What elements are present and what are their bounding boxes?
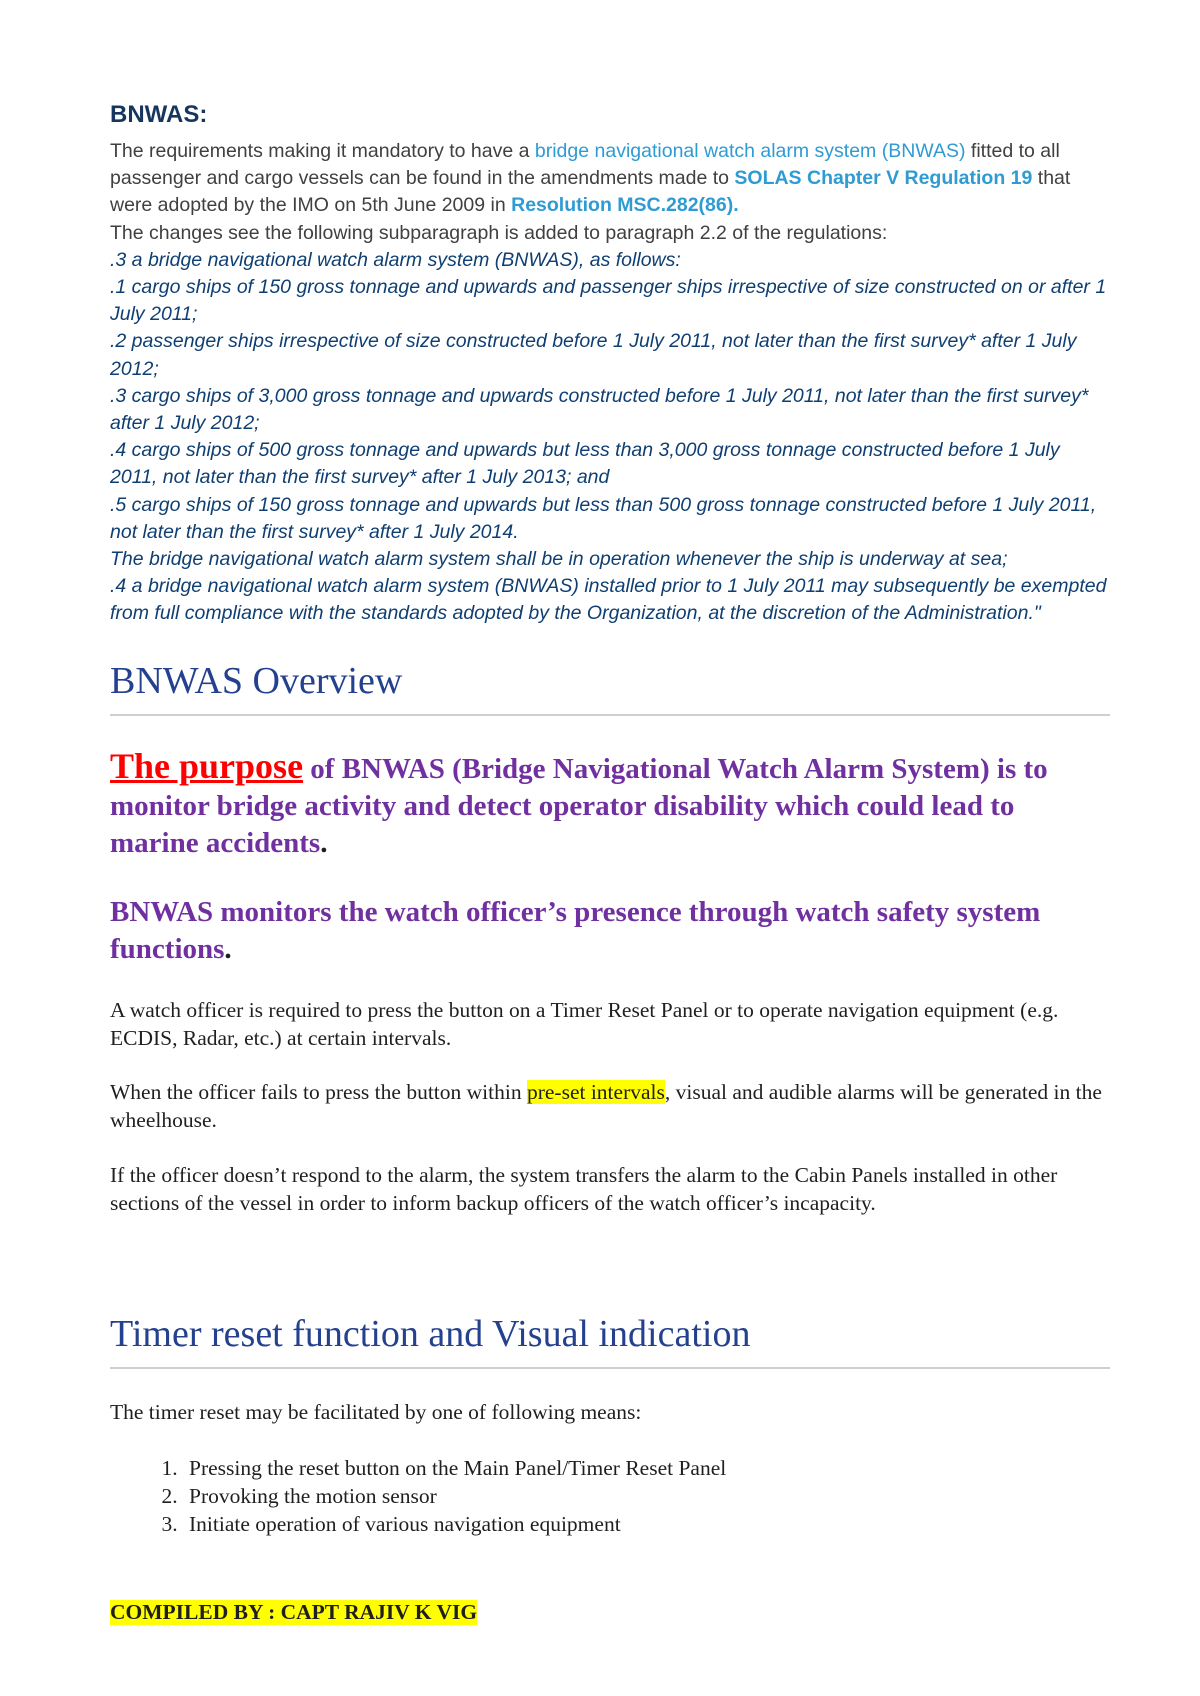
- monitors-period: .: [224, 933, 232, 965]
- regulation-item: .3 a bridge navigational watch alarm system (BNWAS), as follows:: [110, 248, 681, 271]
- alarm-text-b: , visual and audible alarms will be generated in the wheelhouse.: [110, 1080, 1102, 1132]
- preset-intervals-highlight: pre-set intervals: [526, 1080, 665, 1104]
- alarm-paragraph: [110, 1078, 1110, 1134]
- purpose-statement: [110, 748, 1110, 862]
- regulation-item: The bridge navigational watch alarm system shall be in operation whenever the ship is underway at sea;: [110, 548, 1008, 571]
- monitors-statement: [110, 894, 1110, 968]
- compiled-by-footer: COMPILED BY : CAPT RAJIV K VIG: [110, 1600, 478, 1624]
- intro-text-b: fitted to all passenger and cargo vessels can be found in the amendments made to: [110, 140, 1060, 190]
- list-item: 3. Initiate operation of various navigation equipment: [183, 1510, 726, 1538]
- intro-text-a: The requirements making it mandatory to have a: [110, 140, 535, 162]
- overview-heading: BNWAS Overview: [110, 660, 403, 702]
- monitors-text: BNWAS monitors the watch officer’s presence through watch safety system functions: [110, 896, 1041, 965]
- intro-text-c: that were adopted by the IMO on 5th June 2009 in: [110, 167, 1071, 217]
- regulation-item: .5 cargo ships of 150 gross tonnage and upwards but less than 500 gross tonnage constructed before 1 July 2011, not later than the first survey* after 1 July 2014.: [110, 493, 1097, 543]
- intro-section: [110, 138, 1110, 628]
- purpose-highlight: The purpose: [110, 746, 304, 786]
- reset-means-list: [148, 1454, 726, 1538]
- list-item: 1. Pressing the reset button on the Main Panel/Timer Reset Panel: [183, 1454, 726, 1482]
- cabin-panel-paragraph: If the officer doesn’t respond to the alarm, the system transfers the alarm to the Cabin Panels installed in other sections of the vessel in order to inform backup officers of the watch officer’s incapacity.: [110, 1163, 1058, 1215]
- timer-intro: The timer reset may be facilitated by one of following means:: [110, 1400, 642, 1424]
- list-item: 2. Provoking the motion sensor: [183, 1482, 726, 1510]
- resolution-reference[interactable]: Resolution MSC.282(86).: [511, 194, 739, 217]
- intro-paragraph-1: [110, 138, 1110, 220]
- bnwas-title: BNWAS:: [110, 101, 208, 128]
- purpose-period: .: [320, 827, 328, 859]
- regulation-item: .2 passenger ships irrespective of size constructed before 1 July 2011, not later than the first survey* after 1 July 2012;: [110, 330, 1077, 380]
- solas-reference[interactable]: SOLAS Chapter V Regulation 19: [734, 167, 1033, 190]
- regulation-item: .4 a bridge navigational watch alarm system (BNWAS) installed prior to 1 July 2011 may subsequently be exempted from full compliance with the standards adopted by the Organization, at the discretion of the Administration.": [110, 575, 1107, 625]
- timer-heading: Timer reset function and Visual indication: [110, 1313, 751, 1355]
- heading-divider: [110, 1367, 1110, 1369]
- purpose-text: of BNWAS (Bridge Navigational Watch Alarm System) is to monitor bridge activity and detect operator disability which could lead to marine accidents: [110, 753, 1048, 859]
- heading-divider: [110, 714, 1110, 716]
- regulation-item: .3 cargo ships of 3,000 gross tonnage and upwards constructed before 1 July 2011, not later than the first survey* after 1 July 2012;: [110, 384, 1089, 435]
- intro-paragraph-2: The changes see the following subparagraph is added to paragraph 2.2 of the regulations:: [110, 221, 888, 244]
- regulation-item: .4 cargo ships of 500 gross tonnage and upwards but less than 3,000 gross tonnage constructed before 1 July 2011, not later than the first survey* after 1 July 2013; and: [110, 439, 1060, 489]
- regulation-item: .1 cargo ships of 150 gross tonnage and upwards and passenger ships irrespective of size constructed on or after 1 July 2011;: [110, 276, 1107, 326]
- bnwas-link[interactable]: bridge navigational watch alarm system (BNWAS): [534, 140, 966, 162]
- alarm-text-a: When the officer fails to press the button within: [110, 1080, 527, 1104]
- watch-officer-paragraph: A watch officer is required to press the button on a Timer Reset Panel or to operate navigation equipment (e.g. ECDIS, Radar, etc.) at certain intervals.: [110, 998, 1059, 1050]
